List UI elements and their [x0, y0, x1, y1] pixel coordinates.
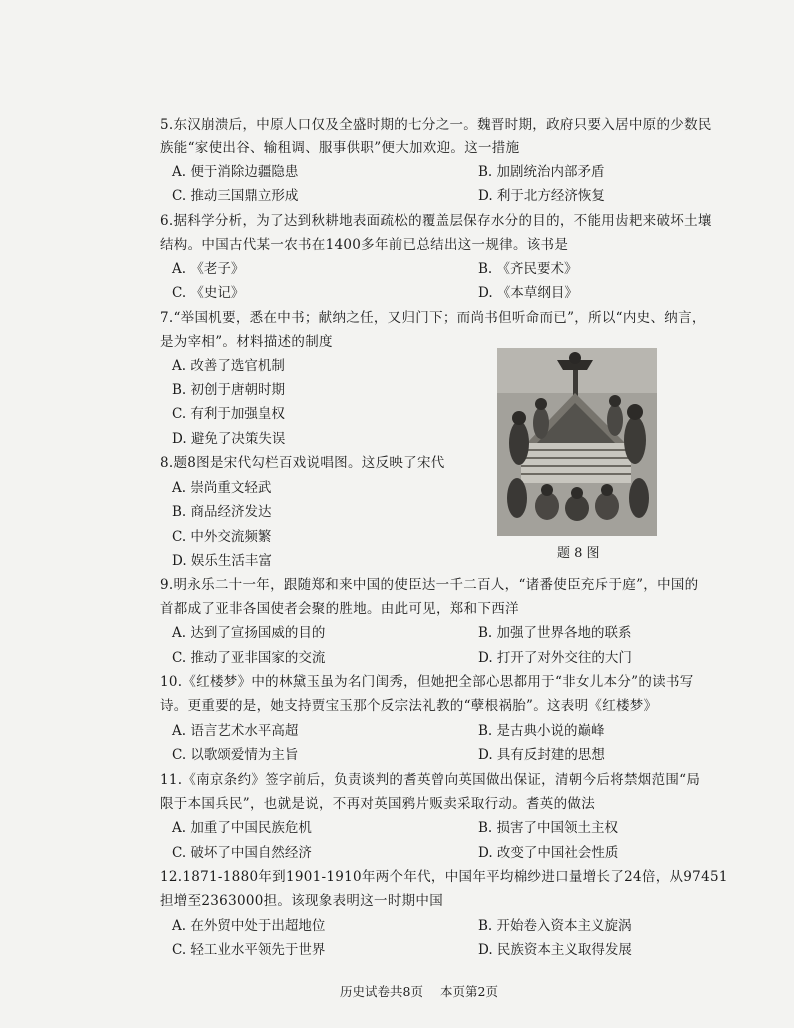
- q8-stem-line1: 8.题8图是宋代勾栏百戏说唱图。这反映了宋代: [160, 455, 445, 471]
- q5-option-b: B. 加剧统治内部矛盾: [478, 164, 605, 180]
- q12-option-a: A. 在外贸中处于出超地位: [172, 918, 326, 934]
- q12-option-c: C. 轻工业水平领先于世界: [172, 942, 326, 958]
- q9-option-d: D. 打开了对外交往的大门: [478, 650, 632, 666]
- q6-option-a: A. 《老子》: [172, 261, 245, 277]
- q7-stem-line2: 是为宰相”。材料描述的制度: [160, 334, 333, 350]
- q5-option-c: C. 推动三国鼎立形成: [172, 188, 299, 204]
- q7-option-d: D. 避免了决策失误: [172, 431, 286, 447]
- q11-option-c: C. 破坏了中国自然经济: [172, 845, 312, 861]
- q11-stem-line2: 限于本国兵民”，也就是说，不再对英国鸦片贩卖采取行动。耆英的做法: [160, 796, 596, 812]
- q5-stem-line1: 5.东汉崩溃后，中原人口仅及全盛时期的七分之一。魏晋时期，政府只要入居中原的少数民: [160, 117, 712, 133]
- q9-option-c: C. 推动了亚非国家的交流: [172, 650, 326, 666]
- q12-option-b: B. 开始卷入资本主义旋涡: [478, 918, 632, 934]
- q10-stem-line2: 诗。更重要的是，她支持贾宝玉那个反宗法礼教的“孽根祸胎”。这表明《红楼梦》: [160, 698, 658, 714]
- q5-option-d: D. 利于北方经济恢复: [478, 188, 605, 204]
- q9-option-b: B. 加强了世界各地的联系: [478, 625, 632, 641]
- q8-option-c: C. 中外交流频繁: [172, 529, 272, 545]
- q10-stem-line1: 10.《红楼梦》中的林黛玉虽为名门闺秀，但她把全部心思都用于“非女儿本分”的读书写: [160, 674, 694, 690]
- q11-stem-line1: 11.《南京条约》签字前后，负责谈判的耆英曾向英国做出保证，清朝今后将禁烟范围“局: [160, 772, 701, 788]
- q9-stem-line2: 首都成了亚非各国使者会聚的胜地。由此可见，郑和下西洋: [160, 601, 519, 617]
- footer-total-pages: 历史试卷共8页: [340, 984, 423, 999]
- q11-option-b: B. 损害了中国领土主权: [478, 820, 619, 836]
- q10-option-a: A. 语言艺术水平高超: [172, 723, 299, 739]
- q7-option-b: B. 初创于唐朝时期: [172, 382, 286, 398]
- q8-option-b: B. 商品经济发达: [172, 504, 272, 520]
- q10-option-b: B. 是古典小说的巅峰: [478, 723, 605, 739]
- q12-option-d: D. 民族资本主义取得发展: [478, 942, 632, 958]
- q6-stem-line2: 结构。中国古代某一农书在1400多年前已总结出这一规律。该书是: [160, 237, 569, 253]
- q5-option-a: A. 便于消除边疆隐患: [172, 164, 299, 180]
- q7-option-a: A. 改善了选官机制: [172, 358, 285, 374]
- q5-stem-line2: 族能“家使出谷、输租调、服事供职”便大加欢迎。这一措施: [160, 140, 520, 156]
- q7-stem-line1: 7.“举国机要，悉在中书；献纳之任，又归门下；而尚书但听命而已”，所以“内史、纳言，: [160, 310, 706, 326]
- q6-option-d: D. 《本草纲目》: [478, 285, 578, 301]
- q6-stem-line1: 6.据科学分析，为了达到秋耕地表面疏松的覆盖层保存水分的目的，不能用齿耙来破坏土壤: [160, 213, 712, 229]
- q6-option-c: C. 《史记》: [172, 285, 245, 301]
- q11-option-a: A. 加重了中国民族危机: [172, 820, 312, 836]
- q11-option-d: D. 改变了中国社会性质: [478, 845, 619, 861]
- figure-caption: 题 8 图: [557, 546, 600, 561]
- q10-option-c: C. 以歌颂爱情为主旨: [172, 747, 299, 763]
- q10-option-d: D. 具有反封建的思想: [478, 747, 605, 763]
- q7-option-c: C. 有利于加强皇权: [172, 406, 285, 422]
- song-dynasty-performance-image: [497, 348, 657, 536]
- q9-stem-line1: 9.明永乐二十一年，跟随郑和来中国的使臣达一千二百人，“诸番使臣充斥于庭”，中国的: [160, 577, 699, 593]
- footer-page-number: 本页第2页: [440, 984, 498, 999]
- q9-option-a: A. 达到了宣扬国威的目的: [172, 625, 326, 641]
- q8-option-a: A. 崇尚重文轻武: [172, 480, 272, 496]
- q8-option-d: D. 娱乐生活丰富: [172, 553, 272, 569]
- q12-stem-line1: 12.1871-1880年到1901-1910年两个年代，中国年平均棉纱进口量增长了24倍，从97451: [160, 869, 728, 885]
- q12-stem-line2: 担增至2363000担。该现象表明这一时期中国: [160, 893, 444, 909]
- q6-option-b: B. 《齐民要术》: [478, 261, 578, 277]
